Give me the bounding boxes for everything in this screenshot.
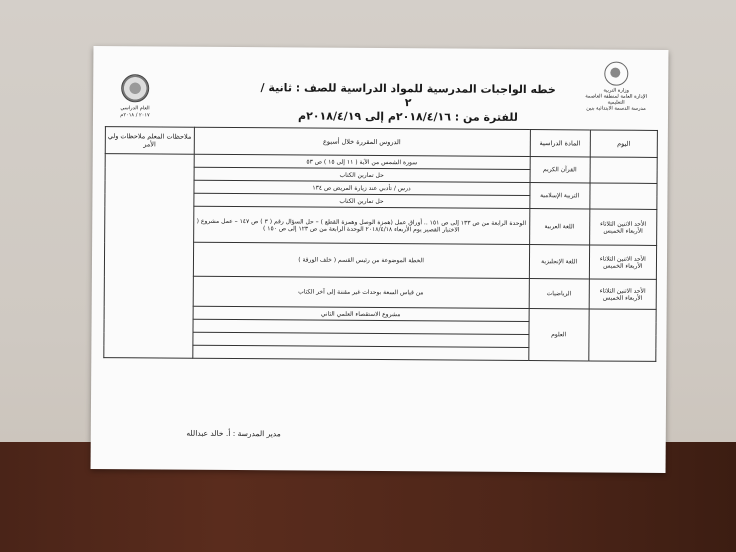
header-notes: ملاحظات المعلم ملاحظات ولي الأمر: [105, 127, 194, 155]
title-line-2: للفترة من : ٢٠١٨/٤/١٦م إلى ٢٠١٨/٤/١٩م: [298, 109, 518, 124]
year-label: العام الدراسي: [120, 105, 150, 112]
subject-cell: اللغة الإنجليزية: [529, 245, 589, 279]
header-day: اليوم: [590, 130, 657, 157]
principal-signature-line: مدير المدرسة : أ. خالد عبدالله: [186, 428, 281, 439]
title-line-1: خطه الواجبات المدرسية للمواد الدراسية للصف : ثانية / ٢: [260, 81, 556, 110]
subject-cell: العلوم: [528, 309, 589, 361]
lesson-cell: مشروع الاستقصاء العلمي الثاني: [193, 306, 529, 321]
lesson-cell: الوحدة الرابعة من ص ١٣٣ إلى ص ١٥١ .. أوراق عمل (همزة الوصل وهمزة القطع ) – حل السؤال رقم ( ٣ ) ص ١٤٧ – عمل مشروع ( الاختبار القصير يوم الأربعاء ٢٠١٨/٤/١٨ الوحدة الرابعة من ص ١٢٣ إلى ص ١٥٠ ): [193, 206, 529, 244]
school-year-header: [105, 74, 165, 119]
school-name: مدرسة الدسمة الابتدائية بنين: [586, 105, 646, 112]
day-cell: [590, 183, 657, 209]
directorate-name: الإدارة العامة لمنطقة العاصمة التعليمية: [585, 93, 648, 106]
school-logo-icon: [121, 74, 149, 102]
lesson-cell: حل تمارين الكتاب: [194, 167, 530, 182]
lesson-cell: [192, 345, 528, 360]
ministry-header: [576, 61, 656, 112]
lesson-cell: من قياس السعة بوحدات غير مقننة إلى آخر الكتاب: [193, 276, 529, 308]
ministry-emblem-icon: [604, 62, 628, 86]
subject-cell: التربية الإسلامية: [530, 183, 590, 209]
table-header-row: [105, 127, 657, 158]
day-cell: الأحد الاثنين الثلاثاء الأربعاء الخميس: [589, 245, 656, 279]
year-value: ٢٠١٧ / ٢٠١٨م: [120, 112, 150, 119]
subject-cell: اللغة العربية: [529, 209, 589, 245]
lesson-cell: درس / تأدبي عند زيارة المريض ص ١٣٤: [193, 180, 529, 195]
day-cell: الأحد الاثنين الثلاثاء الأربعاء الخميس: [589, 279, 656, 309]
subject-cell: القرآن الكريم: [530, 157, 590, 183]
homework-table: [103, 126, 658, 362]
subject-cell: الرياضيات: [529, 279, 589, 309]
lesson-cell: حل تمارين الكتاب: [193, 193, 529, 208]
day-cell: [589, 309, 657, 361]
notes-cell: [104, 154, 194, 359]
homework-plan-sheet: [91, 46, 669, 473]
header-lessons: الدروس المقررة خلال أسبوع: [194, 127, 530, 156]
day-cell: [590, 157, 657, 183]
header-subject: المادة الدراسية: [530, 130, 590, 157]
lesson-cell: سورة الشمس من الآية ( ١١ إلى ١٥ ) ص ٥٣: [194, 154, 530, 169]
ministry-name: وزارة التربية: [603, 87, 630, 94]
lesson-cell: الخطة الموضوعة من رئيس القسم ( خلف الورقة ): [193, 242, 529, 278]
page-title: [258, 81, 558, 125]
day-cell: الأحد الاثنين الثلاثاء الأربعاء الخميس: [589, 209, 656, 245]
